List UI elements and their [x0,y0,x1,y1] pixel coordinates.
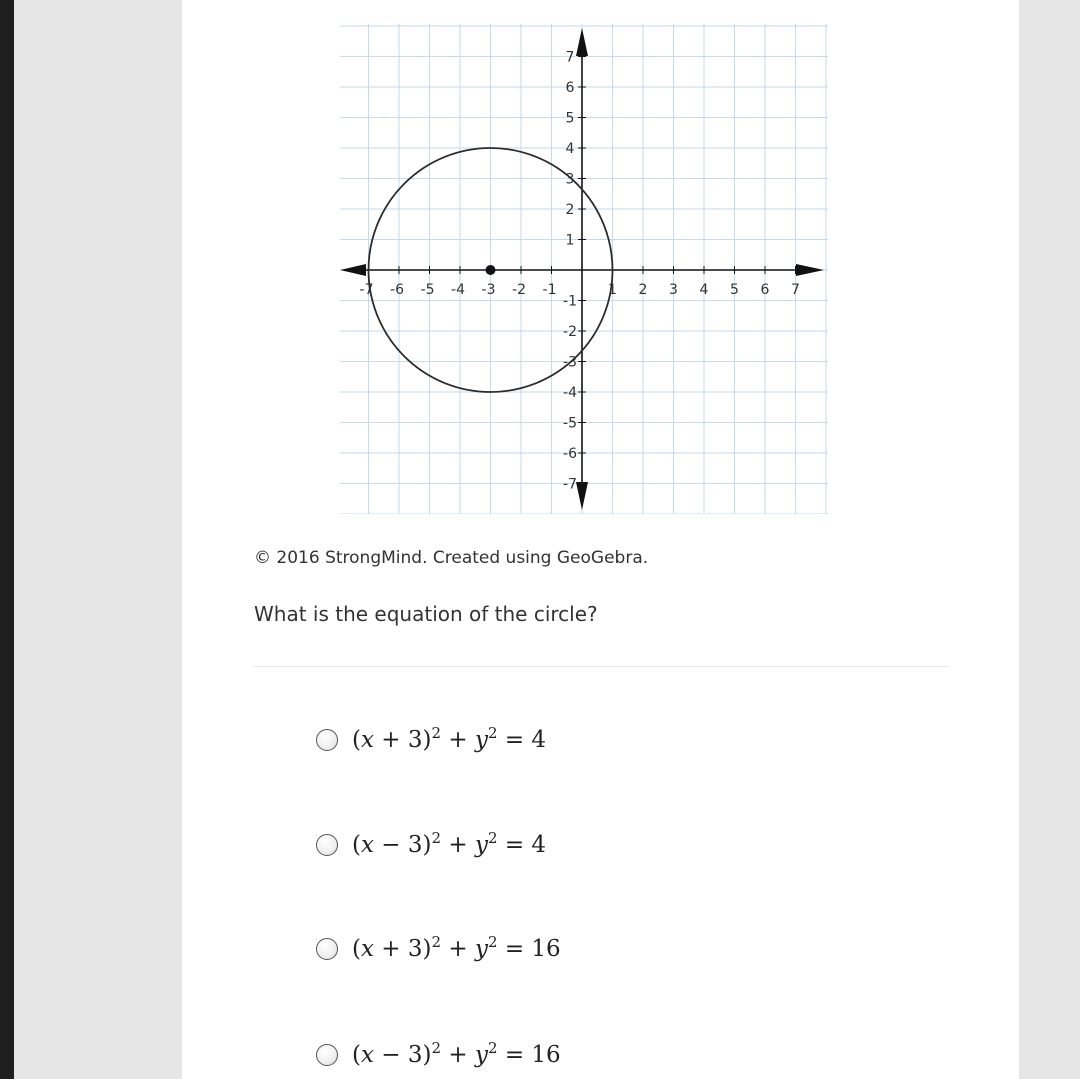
equation-text: $(x + 3)^2 + y^2 = 4$ [352,724,547,753]
y-axis-arrow-down [576,482,588,510]
x-tick-label: 6 [760,282,770,298]
x-tick-label: 4 [699,282,709,298]
equation-text: $(x + 3)^2 + y^2 = 16$ [352,933,561,962]
radio-button[interactable] [316,938,338,960]
radio-button[interactable] [316,834,338,856]
radio-button[interactable] [316,1044,338,1066]
equation-text: $(x - 3)^2 + y^2 = 16$ [352,1039,561,1068]
x-axis-arrow-right [796,264,824,276]
question-card [182,0,1019,1079]
y-tick-label: 1 [565,232,575,249]
y-tick-label: 7 [565,49,575,66]
divider [254,666,949,667]
x-tick-label: -2 [512,282,526,298]
question-text: What is the equation of the circle? [254,602,598,626]
x-tick-label: -4 [451,282,465,298]
x-tick-label: -1 [542,282,557,298]
copyright-caption: © 2016 StrongMind. Created using GeoGebra. [254,548,649,568]
y-tick-label: -1 [563,293,577,310]
x-tick-label: 1 [608,282,617,298]
tick-labels [360,50,800,493]
answer-option-b[interactable] [316,828,546,862]
y-tick-label: -2 [563,324,577,340]
x-tick-label: 3 [669,282,678,298]
y-tick-label: -6 [563,446,577,462]
answer-option-a[interactable] [316,723,546,757]
x-tick-label: 7 [791,282,800,298]
answer-option-d[interactable] [316,1038,561,1072]
y-tick-label: -7 [563,476,577,493]
coordinate-graph [340,24,828,514]
radio-button[interactable] [316,729,338,751]
grid [340,24,828,514]
equation-text: $(x - 3)^2 + y^2 = 4$ [352,829,547,858]
x-axis-arrow-left [340,264,366,276]
y-axis-arrow-up [576,28,588,56]
x-tick-label: -6 [390,282,404,298]
y-tick-label: 6 [565,80,575,96]
x-tick-label: 5 [730,282,739,298]
y-tick-label: 4 [565,141,575,157]
y-tick-label: 5 [565,110,575,127]
x-tick-label: -3 [481,282,496,298]
axes [340,28,824,510]
y-tick-label: -5 [563,415,577,432]
y-tick-label: -4 [563,385,577,401]
x-tick-label: -7 [359,282,374,298]
x-tick-label: 2 [638,282,648,298]
center-point [486,265,496,275]
y-tick-label: 2 [565,202,575,218]
answer-option-c[interactable] [316,932,561,966]
y-tick-label: -3 [563,354,577,371]
y-tick-label: 3 [565,171,575,188]
x-tick-label: -5 [420,282,435,298]
left-frame-bar [0,0,14,1079]
